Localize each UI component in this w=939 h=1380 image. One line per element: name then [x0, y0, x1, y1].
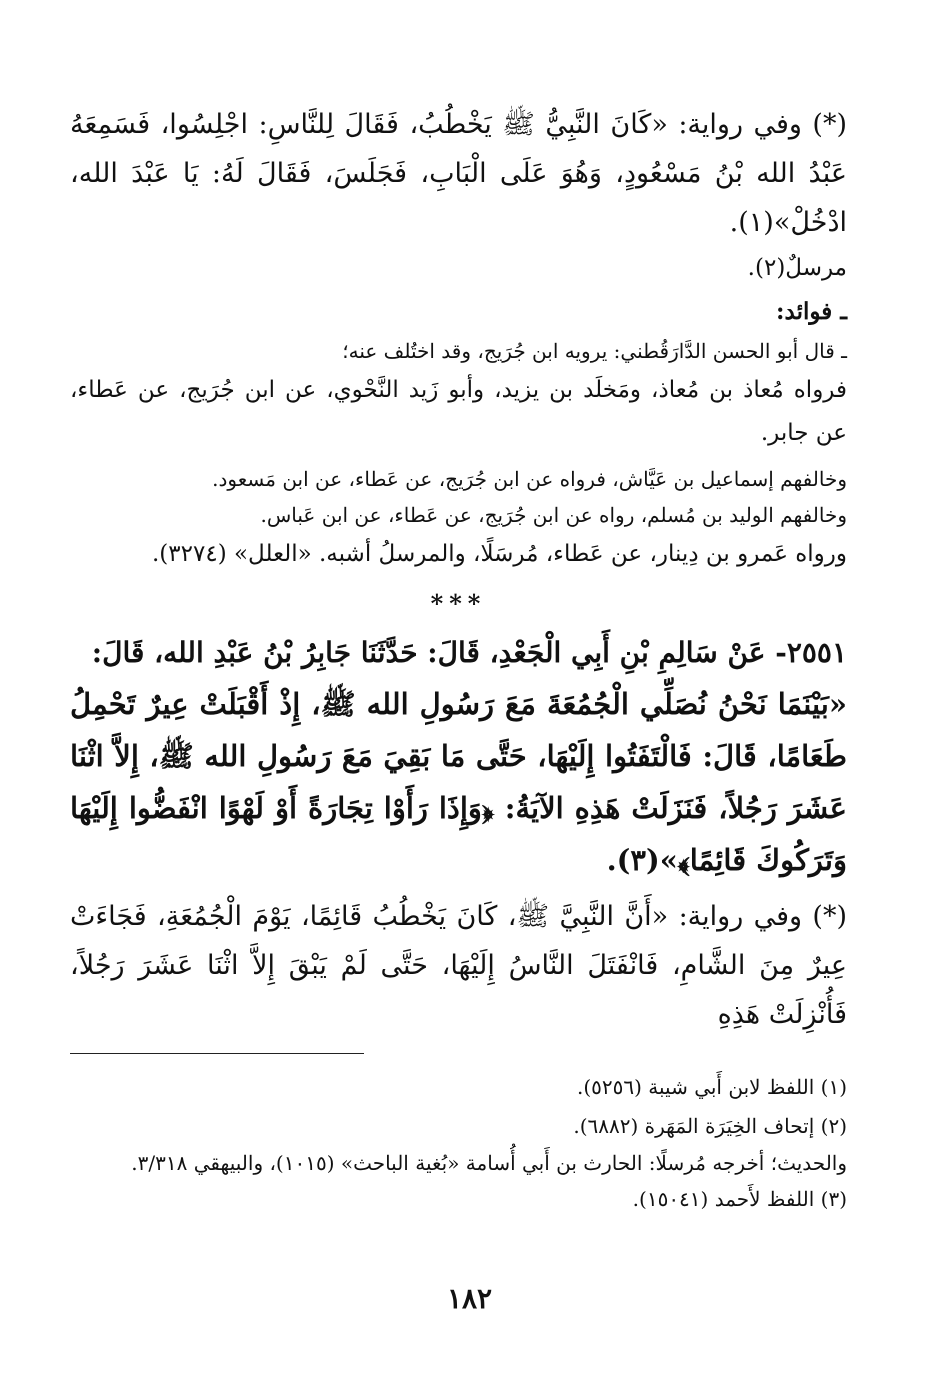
ruling-line: مرسلٌ(٢).	[747, 255, 847, 281]
narration-paragraph: (*) وفي رواية: «كَانَ النَّبِيُّ ﷺ يَخْطُبُ، فَقَالَ لِلنَّاسِ: اجْلِسُوا، فَسَمِعَهُ عَبْدُ الله بْنُ مَسْعُودٍ، وَهُوَ عَلَى الْبَابِ، فَجَلَسَ، فَقَالَ لَهُ: يَا عَبْدَ الله، ادْخُلْ»(١).	[70, 109, 847, 238]
chain-paragraph-4: ورواه عَمرو بن دِينار، عن عَطاء، مُرسَلًا، والمرسلُ أشبه. «العلل» (٣٢٧٤).	[151, 541, 847, 567]
footnote-3: (٣) اللفظ لأَحمد (١٥٠٤١).	[632, 1187, 847, 1211]
footnote-1: (١) اللفظ لابن أَبي شيبة (٥٢٥٦).	[576, 1075, 847, 1099]
benefits-heading: ـ فوائد:	[776, 298, 847, 325]
footnote-2-continuation: والحديث؛ أخرجه مُرسلًا: الحارث بن أَبي أُسامة «بُغية الباحث» (١٠١٥)، والبيهقي ٣/٣١٨.	[131, 1151, 847, 1175]
chain-paragraph-3: وخالفهم الوليد بن مُسلم، رواه عن ابن جُرَيج، عن عَطاء، عن ابن عَباس.	[260, 503, 847, 527]
section-separator: ***	[430, 589, 487, 618]
hadith-variant: (*) وفي رواية: «أَنَّ النَّبِيَّ ﷺ، كَانَ يَخْطُبُ قَائِمًا، يَوْمَ الْجُمُعَةِ، فَجَاءَتْ عِيرٌ مِنَ الشَّامِ، فَانْفَتَلَ النَّاسُ إِلَيْهَا، حَتَّى لَمْ يَبْقَ إِلاَّ اثْنَا عَشَرَ رَجُلاً، فَأُنْزِلَتْ هَذِهِ	[70, 901, 847, 1030]
footnote-divider	[70, 1053, 364, 1054]
page-body	[70, 100, 847, 1340]
footnote-2: (٢) إتحاف الخِيَرَة المَهَرة (٦٨٨٢).	[573, 1114, 847, 1138]
page-number: ١٨٢	[446, 1282, 493, 1315]
hadith-heading: ٢٥٥١- عَنْ سَالِمِ بْنِ أَبِي الْجَعْدِ، قَالَ: حَدَّثَنَا جَابِرُ بْنُ عَبْدِ الله، قَالَ:	[91, 636, 847, 669]
daraqutni-quote: ـ قال أبو الحسن الدَّارَقُطني: يرويه ابن جُرَيج، وقد اختُلف عنه؛	[342, 339, 847, 363]
hadith-text: «بَيْنَمَا نَحْنُ نُصَلِّي الْجُمُعَةَ مَعَ رَسُولِ الله ﷺ، إِذْ أَقْبَلَتْ عِيرٌ تَحْمِلُ طَعَامًا، قَالَ: فَالْتَفَتُوا إِلَيْهَا، حَتَّى مَا بَقِيَ مَعَ رَسُولِ الله ﷺ، إِلاَّ اثْنَا عَشَرَ رَجُلاً، فَنَزَلَتْ هَذِهِ الآيَةُ: ﴿وَإِذَا رَأَوْا تِجَارَةً أَوْ لَهْوًا انْفَضُّوا إِلَيْهَا وَتَرَكُوكَ قَائِمًا﴾»(٣).	[70, 687, 847, 877]
chain-paragraph-2: وخالفهم إسماعيل بن عَيَّاش، فرواه عن ابن جُرَيج، عن عَطاء، عن ابن مَسعود.	[212, 467, 847, 491]
chain-paragraph-1: فرواه مُعاذ بن مُعاذ، ومَخلَد بن يزيد، وأبو زَيد النَّحْوي، عن ابن جُرَيج، عن عَطاء، عن جابر.	[70, 377, 847, 446]
